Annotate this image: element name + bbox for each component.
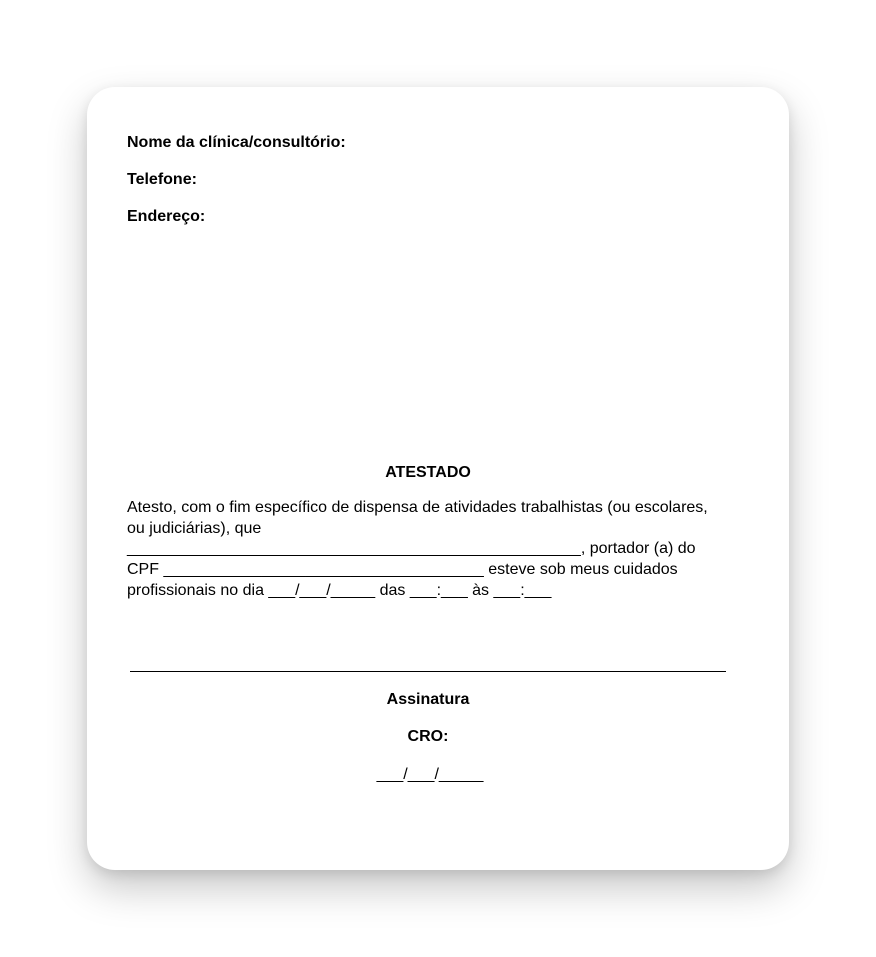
signature-line — [130, 671, 726, 672]
date-blank: ___/___/_____ — [376, 766, 484, 783]
certificate-body — [127, 498, 719, 602]
cro-label: CRO: — [407, 728, 449, 745]
document-card — [87, 87, 789, 870]
certificate-title: ATESTADO — [385, 464, 471, 481]
signature-label: Assinatura — [386, 691, 470, 708]
phone-label: Telefone: — [127, 171, 197, 188]
certificate-line: Atesto, com o fim específico de dispensa de atividades trabalhistas (ou escolares, — [127, 499, 708, 516]
clinic-name-label: Nome da clínica/consultório: — [127, 134, 346, 151]
certificate-line: ___________________________________________________, portador (a) do — [127, 540, 696, 558]
certificate-line: ou judiciárias), que — [127, 519, 262, 537]
address-label: Endereço: — [127, 208, 206, 225]
certificate-line: CPF ____________________________________ esteve sob meus cuidados — [127, 561, 678, 579]
certificate-line: profissionais no dia ___/___/_____ das ___:___ às ___:___ — [127, 581, 552, 599]
